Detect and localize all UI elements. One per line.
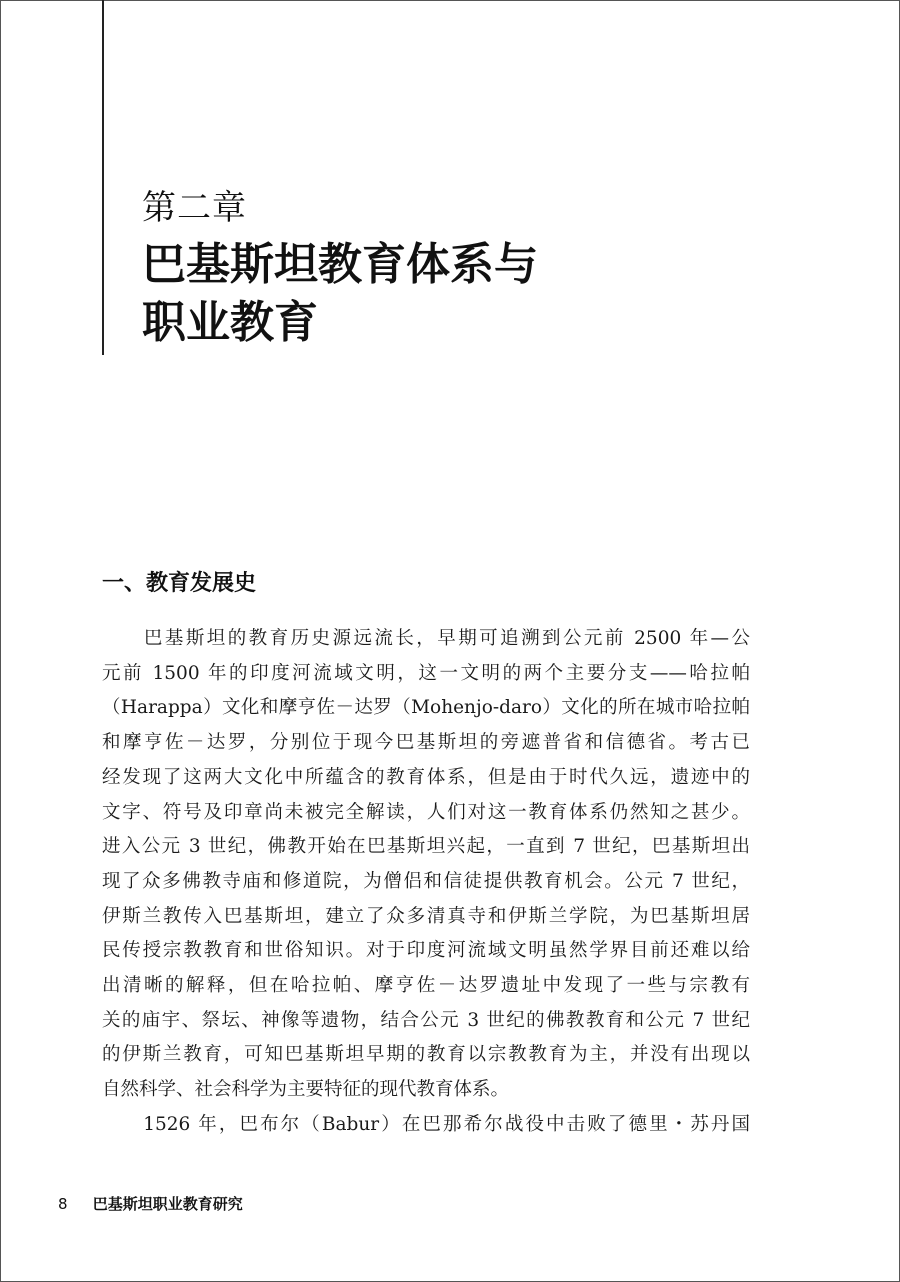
chapter-title-line: 巴基斯坦教育体系与 (142, 239, 538, 290)
body-line: 1526 年，巴布尔（Babur）在巴那希尔战役中击败了德里・苏丹国 (102, 1113, 750, 1135)
body-line: 进入公元 3 世纪，佛教开始在巴基斯坦兴起，一直到 7 世纪，巴基斯坦出 (102, 836, 750, 858)
chapter-title (142, 236, 538, 352)
chapter-title-line: 职业教育 (142, 297, 318, 348)
chapter-label: 第二章 (142, 188, 247, 228)
body-line: 和摩亨佐－达罗，分别位于现今巴基斯坦的旁遮普省和信德省。考古已 (102, 732, 750, 754)
body-line: 文字、符号及印章尚未被完全解读，人们对这一教育体系仍然知之甚少。 (102, 801, 750, 823)
section-heading: 一、教育发展史 (102, 571, 257, 596)
body-line: 的伊斯兰教育，可知巴基斯坦早期的教育以宗教教育为主，并没有出现以 (102, 1044, 750, 1066)
body-line: 元前 1500 年的印度河流域文明，这一文明的两个主要分支——哈拉帕 (102, 662, 750, 684)
body-line: 出清晰的解释，但在哈拉帕、摩亨佐－达罗遗址中发现了一些与宗教有 (102, 975, 750, 997)
body-line: 自然科学、社会科学为主要特征的现代教育体系。 (102, 1079, 510, 1101)
body-text (102, 622, 750, 1143)
chapter-vertical-rule (102, 0, 104, 355)
page-footer (58, 1193, 243, 1214)
body-line: 现了众多佛教寺庙和修道院，为僧侣和信徒提供教育机会。公元 7 世纪， (102, 870, 750, 892)
body-line: 伊斯兰教传入巴基斯坦，建立了众多清真寺和伊斯兰学院，为巴基斯坦居 (102, 905, 750, 927)
body-line: （Harappa）文化和摩亨佐－达罗（Mohenjo-daro）文化的所在城市哈拉帕 (102, 697, 750, 719)
body-line: 巴基斯坦的教育历史源远流长，早期可追溯到公元前 2500 年—公 (102, 628, 750, 649)
body-line: 经发现了这两大文化中所蕴含的教育体系，但是由于时代久远，遗迹中的 (102, 766, 750, 788)
body-line: 民传授宗教教育和世俗知识。对于印度河流域文明虽然学界目前还难以给 (102, 940, 750, 962)
running-book-title: 巴基斯坦职业教育研究 (92, 1195, 243, 1213)
page-number: 8 (58, 1195, 68, 1213)
body-line: 关的庙宇、祭坛、神像等遗物，结合公元 3 世纪的佛教教育和公元 7 世纪 (102, 1009, 750, 1031)
